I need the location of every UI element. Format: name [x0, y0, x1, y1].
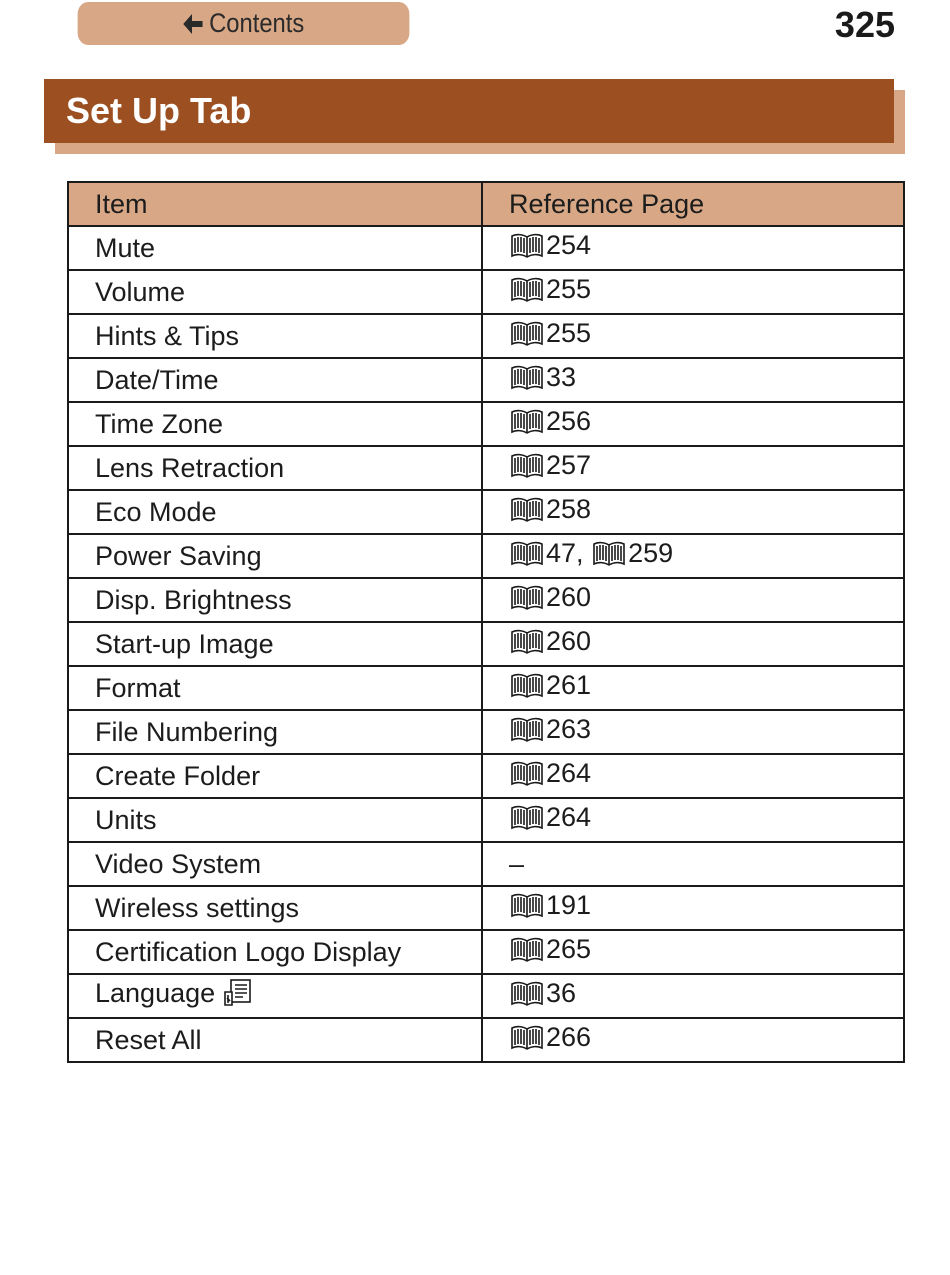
reference-cell [482, 886, 904, 930]
item-cell [68, 886, 482, 930]
reference-cell [482, 226, 904, 270]
table-row [68, 974, 904, 1018]
book-icon [509, 937, 545, 970]
book-icon [509, 893, 545, 926]
reference-cell [482, 754, 904, 798]
reference-cell [482, 490, 904, 534]
reference-cell [482, 1018, 904, 1062]
page-reference-link[interactable]: 33 [546, 362, 577, 392]
reference-cell [482, 842, 904, 886]
item-cell [68, 226, 482, 270]
contents-button[interactable] [78, 2, 410, 45]
page-reference-link[interactable]: 265 [546, 934, 592, 964]
item-cell [68, 1018, 482, 1062]
book-icon [509, 453, 545, 486]
reference-cell [482, 358, 904, 402]
table-row [68, 358, 904, 402]
arrow-left-icon [183, 13, 204, 35]
item-label: Date/Time [95, 364, 219, 395]
table-row [68, 710, 904, 754]
page-reference-link[interactable]: 263 [546, 714, 592, 744]
item-label: Disp. Brightness [95, 584, 292, 615]
reference-cell [482, 930, 904, 974]
item-cell [68, 402, 482, 446]
item-cell [68, 710, 482, 754]
table-row [68, 490, 904, 534]
book-icon [509, 585, 545, 618]
item-label: Time Zone [95, 408, 224, 439]
table-row [68, 226, 904, 270]
table-row [68, 930, 904, 974]
no-reference: – [509, 848, 525, 879]
table-row [68, 754, 904, 798]
book-icon [509, 981, 545, 1014]
reference-cell [482, 798, 904, 842]
table-row [68, 446, 904, 490]
contents-label: Contents [209, 8, 305, 38]
item-cell [68, 358, 482, 402]
reference-cell [482, 270, 904, 314]
item-label: Create Folder [95, 760, 261, 791]
table-row [68, 622, 904, 666]
reference-cell [482, 710, 904, 754]
item-cell [68, 490, 482, 534]
page-reference-link[interactable]: 258 [546, 494, 592, 524]
table-row [68, 842, 904, 886]
table-row [68, 886, 904, 930]
page-reference-link[interactable]: 260 [546, 582, 592, 612]
item-cell [68, 930, 482, 974]
table-row [68, 1018, 904, 1062]
page-reference-link[interactable]: 255 [546, 318, 592, 348]
page-reference-link[interactable]: 264 [546, 758, 592, 788]
item-label: Start-up Image [95, 628, 274, 659]
item-label: Hints & Tips [95, 320, 240, 351]
book-icon [509, 277, 545, 310]
book-icon [509, 409, 545, 442]
header-reference-page: Reference Page [482, 182, 904, 226]
book-icon [509, 805, 545, 838]
reference-cell [482, 314, 904, 358]
menu-language-icon [223, 978, 253, 1015]
reference-cell [482, 666, 904, 710]
book-icon [509, 717, 545, 750]
page-reference-link[interactable]: 256 [546, 406, 592, 436]
item-cell [68, 622, 482, 666]
table-row [68, 666, 904, 710]
book-icon [509, 497, 545, 530]
page-reference-link[interactable]: 36 [546, 978, 577, 1008]
item-cell [68, 314, 482, 358]
item-cell [68, 534, 482, 578]
item-label: File Numbering [95, 716, 279, 747]
page-title: Set Up Tab [66, 90, 252, 131]
page-reference-link[interactable]: 47 [546, 538, 577, 568]
page-reference-link[interactable]: 191 [546, 890, 592, 920]
reference-cell [482, 446, 904, 490]
item-label: Certification Logo Display [95, 936, 402, 967]
book-icon [509, 321, 545, 354]
item-cell [68, 270, 482, 314]
page-reference-link[interactable]: 254 [546, 230, 592, 260]
page-reference-link[interactable]: 257 [546, 450, 592, 480]
book-icon [509, 1025, 545, 1058]
page-number: 325 [834, 4, 895, 45]
item-label: Video System [95, 848, 262, 879]
item-cell [68, 842, 482, 886]
item-cell [68, 666, 482, 710]
item-cell [68, 798, 482, 842]
item-label: Power Saving [95, 540, 262, 571]
table-row [68, 402, 904, 446]
item-cell [68, 578, 482, 622]
header-item: Item [68, 182, 482, 226]
item-cell [68, 446, 482, 490]
section-header [44, 79, 894, 143]
reference-cell [482, 622, 904, 666]
reference-cell [482, 402, 904, 446]
reference-table [67, 181, 905, 1063]
item-cell [68, 754, 482, 798]
item-label: Mute [95, 232, 156, 263]
book-icon [509, 233, 545, 266]
item-label: Units [95, 804, 157, 835]
page-reference-link[interactable]: 255 [546, 274, 592, 304]
table-row [68, 534, 904, 578]
item-label: Lens Retraction [95, 452, 285, 483]
table-row [68, 270, 904, 314]
page-reference-link[interactable]: 261 [546, 670, 592, 700]
book-icon [509, 673, 545, 706]
item-label: Language [95, 977, 216, 1008]
book-icon [591, 541, 627, 574]
book-icon [509, 541, 545, 574]
book-icon [509, 761, 545, 794]
table-header-row [68, 182, 904, 226]
table-row [68, 578, 904, 622]
book-icon [509, 365, 545, 398]
item-label: Eco Mode [95, 496, 217, 527]
item-label: Volume [95, 276, 186, 307]
item-cell [68, 974, 482, 1018]
table-row [68, 314, 904, 358]
book-icon [509, 629, 545, 662]
page-reference-link[interactable]: 266 [546, 1022, 592, 1052]
page-reference-link[interactable]: 260 [546, 626, 592, 656]
page-reference-link[interactable]: 259 [628, 538, 674, 568]
item-label: Wireless settings [95, 892, 300, 923]
item-label: Reset All [95, 1024, 202, 1055]
item-label: Format [95, 672, 181, 703]
page-reference-link[interactable]: 264 [546, 802, 592, 832]
reference-cell [482, 974, 904, 1018]
reference-cell: 47, 259 [482, 534, 904, 578]
reference-cell [482, 578, 904, 622]
table-row [68, 798, 904, 842]
